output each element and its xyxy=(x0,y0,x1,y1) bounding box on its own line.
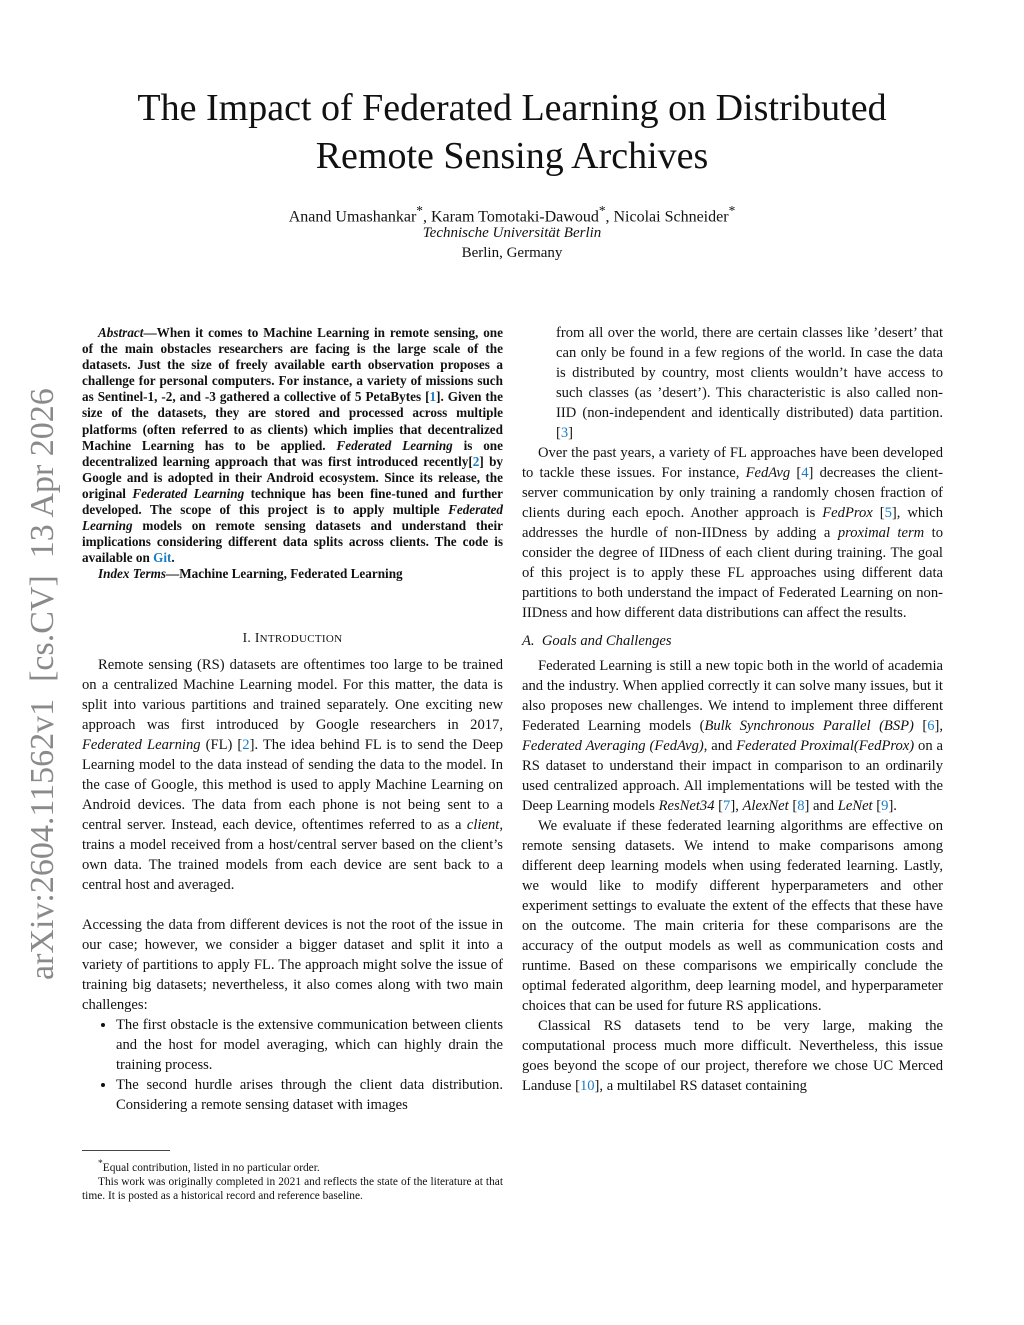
paragraph-datasets: Classical RS datasets tend to be very large, making the computational process much more difficult. Nevertheless, this issue goes beyond the scope of our project, therefore we chose UC Merced Landuse [10], a multilabel RS dataset containing xyxy=(522,1018,943,1094)
citation-link[interactable]: 4 xyxy=(801,465,809,481)
git-link[interactable]: Git xyxy=(153,550,172,566)
affiliation: Technische Universität Berlin xyxy=(422,225,602,241)
bullet-continuation: from all over the world, there are certain classes like ’desert’ that can only be found in a few regions of the world. In case the data is distributed by country, most clients wouldn’t have access to such classes (as ’desert’). This characteristic is also called non-IID (non-independent and identically distributed) data partition. [3] xyxy=(556,325,943,441)
author-1: Anand Umashankar xyxy=(288,208,417,226)
citation-link[interactable]: 2 xyxy=(242,737,250,753)
footnote xyxy=(82,1157,503,1203)
citation-link[interactable]: 1 xyxy=(429,389,437,405)
paragraph-goals: Federated Learning is still a new topic both in the world of academia and the industry. When applied correctly it can solve many issues, but it also proposes new challenges. We intend to implement three different Federated Learning models (Bulk Synchronous Parallel (BSP) [6], Federated Averaging (FedAvg), and Federated Proximal(FedProx) on a RS dataset to understand their impact in comparison to an ordinarily used centralized approach. All implementations will be tested with the Deep Learning models ResNet34 [7], AlexNet [8] and LeNet [9]. xyxy=(522,658,943,814)
author-3: Nicolai Schneider xyxy=(613,208,729,226)
intro-paragraph-2: Accessing the data from different devices is not the root of the issue in our case; however, we consider a bigger dataset and split it into a variety of partitions to apply FL. The approach might solve the issue of training big datasets; nevertheless, it also comes along with two main challenges: xyxy=(82,917,503,1013)
paragraph-evaluation: We evaluate if these federated learning algorithms are effective on remote sensing datasets. We intend to make comparisons among different deep learning models when using federated learning. Lastly, we would like to modify different hyperparameters and other experiment settings to evaluate the extent of the effects that these have on the outcome. The main criteria for these comparisons are the accuracy of the output models as well as communication costs and runtime. Based on these comparisons we empirically conclude the optimal federated algorithm, deep learning model, and hyperparameter choices that can be used for future RS applications. xyxy=(522,818,943,1014)
subsection-heading-goals: A. Goals and Challenges xyxy=(522,633,672,649)
author-2: Karam Tomotaki-Dawoud xyxy=(430,208,599,226)
citation-link[interactable]: 2 xyxy=(472,453,480,469)
arxiv-identifier: arXiv:2604.11562v1 [cs.CV] 13 Apr 2026 xyxy=(24,388,61,980)
equal-contribution-mark: * xyxy=(598,203,606,218)
introduction-body xyxy=(82,655,503,1115)
abstract-paragraph: Abstract—When it comes to Machine Learning in remote sensing, one of the main obstacles researchers are facing is the large scale of the datasets. Just the size of freely available earth observation proposes a challenge for personal computers. For instance, a variety of missions such as Sentinel-1, -2, and -3 gathered a collective of 5 PetaBytes [1]. Given the size of the datasets, they are stored and processed across multiple platforms (often referred to as clients) which implies that decentralized Machine Learning has to be applied. Federated Learning is one decentralized learning approach that was first introduced recently[2] by Google and is adopted in their Android ecosystem. Since its release, the original Federated Learning technique has been fine-tuned and further developed. The scope of this project is to apply multiple Federated Learning models on remote sensing datasets and understand their implications considering different data splits across clients. The code is available on Git. xyxy=(82,325,503,566)
citation-link[interactable]: 6 xyxy=(927,718,935,734)
author-separator: , xyxy=(422,208,431,226)
footnote-line-1: *Equal contribution, listed in no particular order. xyxy=(98,1159,320,1174)
citation-link[interactable]: 5 xyxy=(884,505,892,521)
challenge-list xyxy=(82,1015,503,1115)
citation-link[interactable]: 3 xyxy=(560,425,569,441)
citation-link[interactable]: 9 xyxy=(881,798,889,814)
abstract-label: Abstract xyxy=(98,325,144,340)
author-list xyxy=(0,203,1024,226)
intro-paragraph-1: Remote sensing (RS) datasets are oftentimes too large to be trained on a centralized Machine Learning model. For this matter, the data is split into various partitions and trained separately. One exciting new approach was first introduced by Google researchers in 2017, Federated Learning (FL) [2]. The idea behind FL is to send the Deep Learning model to the data instead of sending the data to the model. In the case of Google, this method is used to apply Machine Learning on Android devices. The data from each phone is not being sent to a central server. Instead, each device, oftentimes referred to as a client, trains a model received from a host/central server based on the client’s own data. The trained models from each device are sent back to a central host and averaged. xyxy=(82,657,503,893)
footnote-rule xyxy=(82,1150,170,1151)
affiliation-city: Berlin, Germany xyxy=(461,245,563,261)
right-column-body xyxy=(522,323,943,1096)
title-line-1: The Impact of Federated Learning on Distributed xyxy=(137,87,887,129)
abstract xyxy=(82,325,503,583)
title-line-2: Remote Sensing Archives xyxy=(315,135,709,177)
paper-title xyxy=(0,84,1024,180)
paragraph-fl-approaches: Over the past years, a variety of FL approaches have been developed to tackle these issues. For instance, FedAvg [4] decreases the client-server communication by only training a randomly chosen fraction of clients during each epoch. Another approach is FedProx [5], which addresses the hurdle of non-IIDness by adding a proximal term to consider the degree of IIDness of each client during training. The goal of this project is to apply these FL approaches using different data partitions to both understand the impact of Federated Learning on non-IIDness and how different data distributions can affect the results. xyxy=(522,445,943,621)
index-terms: Index Terms—Machine Learning, Federated Learning xyxy=(98,566,403,582)
author-separator: , xyxy=(605,208,614,226)
citation-link[interactable]: 8 xyxy=(797,798,805,814)
list-item: • The first obstacle is the extensive communication between clients and the host for model averaging, which can highly drain the training process. xyxy=(116,1015,503,1075)
equal-contribution-mark: * xyxy=(416,203,423,218)
citation-link[interactable]: 10 xyxy=(579,1078,595,1094)
index-terms-label: Index Terms xyxy=(98,566,167,582)
citation-link[interactable]: 7 xyxy=(723,798,731,814)
footnote-line-2: This work was originally completed in 2021 and reflects the state of the literature at that time. It is posted as a historical record and reference baseline. xyxy=(82,1176,503,1203)
list-item: • The second hurdle arises through the client data distribution. Considering a remote sensing dataset with images xyxy=(116,1075,503,1115)
equal-contribution-mark: * xyxy=(728,203,736,218)
section-heading-introduction: I. INTRODUCTION xyxy=(242,630,343,645)
